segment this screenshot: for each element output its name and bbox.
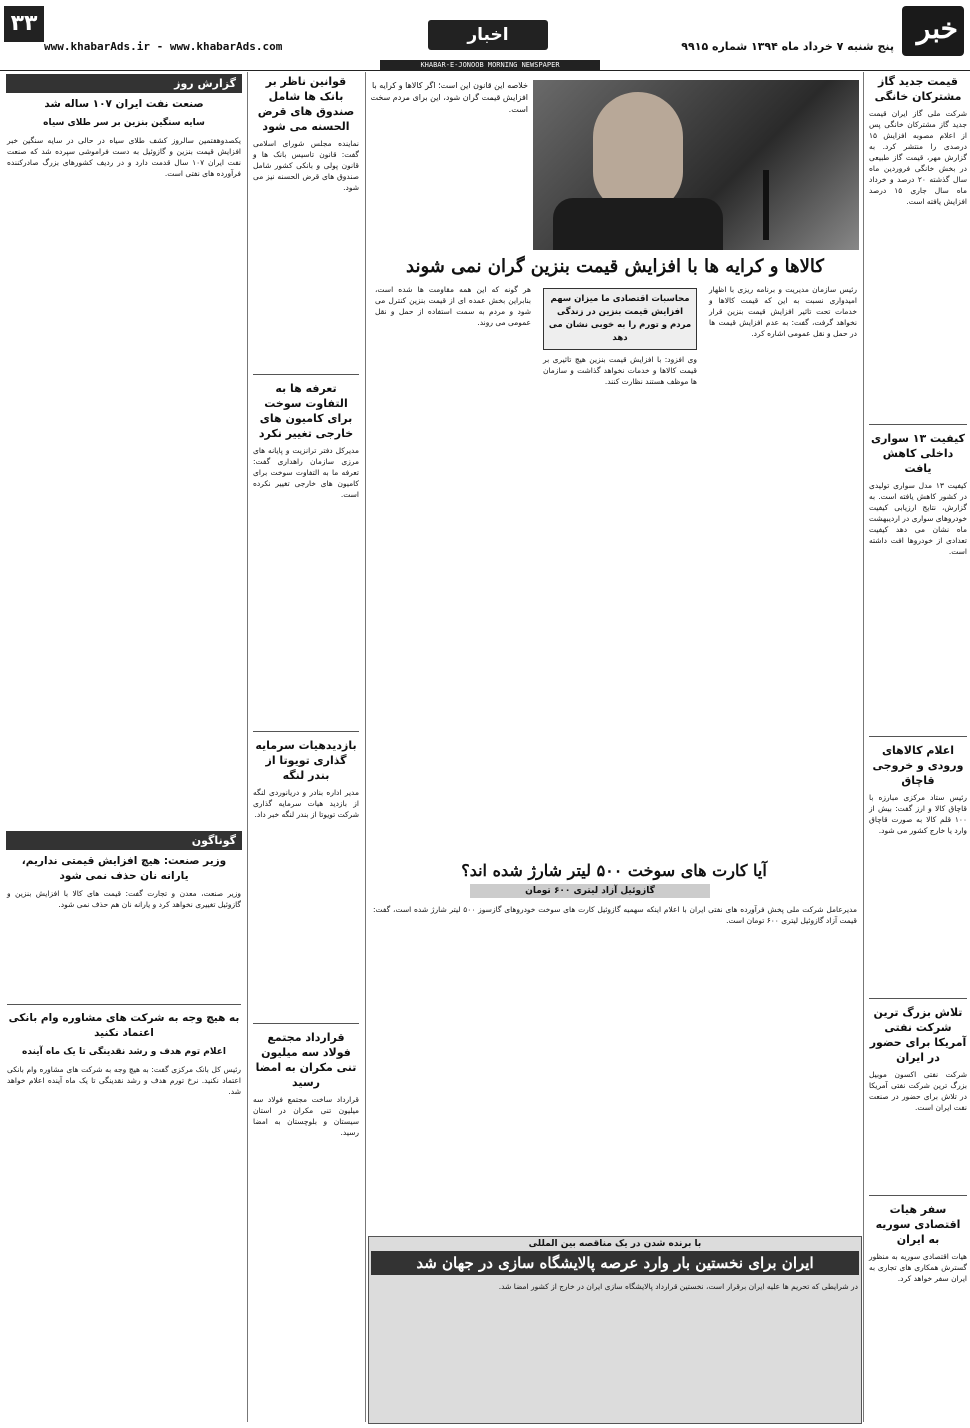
headline: به هیچ وجه به شرکت های مشاوره وام بانکی اعتماد نکنید: [8, 1012, 240, 1039]
headline: قیمت جدید گاز مشترکان خانگی: [874, 75, 962, 103]
article-text: در شرایطی که تحریم ها علیه ایران برقرار است، نخستین قرارداد پالایشگاه سازی ایران در خارج از کشور امضا شد.: [498, 1282, 858, 1291]
section-tab-report: گزارش روز: [6, 74, 242, 93]
right-column: [866, 72, 970, 1428]
fuel-card-subhead: گازوئیل آزاد لیتری ۶۰۰ تومان: [470, 884, 710, 898]
english-subtitle: KHABAR-E-JONOOB MORNING NEWSPAPER: [380, 60, 600, 70]
headline: صنعت نفت ایران ۱۰۷ ساله شد: [44, 98, 204, 110]
left-column: [4, 72, 244, 1428]
divider: [253, 1023, 359, 1024]
headline: سفر هیات اقتصادی سوریه به ایران: [875, 1203, 961, 1246]
column-rule: [247, 72, 248, 1422]
photo-caption: خلاصه این قانون این است؛ اگر کالاها و کرایه با افزایش قیمت گران شود، این برای مردم سخت است.: [370, 81, 528, 114]
newspaper-logo: خبر: [902, 6, 964, 56]
refinery-box: [368, 1236, 862, 1424]
headline: تعرفه ها به التفاوت سوخت برای کامیون های خارجی تغییر نکرد: [258, 382, 354, 440]
headline: قوانین ناظر بر بانک ها شامل صندوق های قرض الحسنه می شود: [257, 75, 355, 133]
middle-column: [250, 72, 362, 1428]
headline: وزیر صنعت: هیچ افزایش قیمتی نداریم، یارانه نان حذف نمی شود: [21, 855, 227, 882]
refinery-headline: ایران برای نخستین بار وارد عرصه پالایشگاه سازی در جهان شد: [371, 1251, 859, 1275]
divider: [869, 736, 967, 737]
main-headline: کالاها و کرایه ها با افزایش قیمت بنزین گران نمی شوند: [406, 256, 824, 277]
column-rule: [365, 72, 366, 1422]
article-text: مدیر اداره بنادر و دریانوردی لنگه از بازدید هیات سرمایه گذاری شرکت تویوتا از بندر لنگه خبر داد.: [253, 788, 359, 819]
headline: بازدیدهیات سرمایه گذاری تویوتا از بندر لنگه: [255, 739, 357, 782]
main-story-col-2: [540, 284, 700, 854]
subheadline: اعلام توم هدف و رشد نقدینگی تا یک ماه آینده: [22, 1047, 226, 1057]
divider: [253, 731, 359, 732]
section-tab-misc: گوناگون: [6, 831, 242, 850]
article-text: شرکت ملی گاز ایران قیمت جدید گاز مشترکان خانگی پس از اعلام مصوبه افزایش ۱۵ درصدی را منتشر کرد. به گزارش مهر، قیمت گاز طبیعی در بخش خانگی فروردین ماه سال گذشته ۲۰ درصد و خرداد ماه سال جاری ۱۵ درصد افزایش یافته است.: [869, 109, 967, 206]
subheadline: سایه سنگین بنزین بر سر طلای سیاه: [43, 118, 205, 128]
article-text: هیات اقتصادی سوریه به منظور گسترش همکاری های تجاری به ایران سفر خواهد کرد.: [869, 1252, 967, 1283]
article-text: وزیر صنعت، معدن و تجارت گفت: قیمت های کالا با افزایش بنزین و گازوئیل تغییری نخواهد کرد و یارانه نان هم حذف نمی شود.: [7, 889, 241, 909]
divider: [7, 1004, 241, 1005]
divider: [869, 424, 967, 425]
masthead: [0, 0, 970, 71]
article-text: قرارداد ساخت مجتمع فولاد سه میلیون تنی مکران در استان سیستان و بلوچستان به امضا رسید.: [253, 1095, 359, 1137]
issue-date: پنج شنبه ۷ خرداد ماه ۱۳۹۴ شماره ۹۹۱۵: [681, 40, 894, 53]
divider: [253, 374, 359, 375]
article-text: مدیرکل دفتر ترانزیت و پایانه های مرزی سازمان راهداری گفت: تعرفه ما به التفاوت سوخت برای کامیون های خارجی تغییر نکرده است.: [253, 446, 359, 499]
divider: [869, 1195, 967, 1196]
page-number: ۳۳: [4, 6, 44, 42]
article-text: رئیس سازمان مدیریت و برنامه ریزی با اظهار امیدواری نسبت به این که قیمت کالاها و خدمات تحت تاثیر افزایش قیمت بنزین قرار نخواهد گرفت، گفت: به عدم افزایش قیمت ها در حمل و نقل عمومی اشاره کرد.: [709, 285, 857, 338]
article-text: رئیس کل بانک مرکزی گفت: به هیچ وجه به شرکت های مشاوره وام بانکی اعتماد نکنید. نرخ تورم هدف و رشد نقدینگی تا یک ماه آینده اعلام خواهد شد.: [7, 1065, 241, 1096]
headline: اعلام کالاهای ورودی و خروجی قاچاق: [872, 744, 964, 787]
article-text: کیفیت ۱۳ مدل سواری تولیدی در کشور کاهش یافته است. به گزارش، نتایج ارزیابی کیفیت خودروهای سواری در اردیبهشت ماه نشان می دهد کیفیت تعدادی از خودروها افت داشته است.: [869, 481, 967, 556]
headline: کیفیت ۱۳ سواری داخلی کاهش یافت: [871, 432, 965, 475]
refinery-kicker: با برنده شدن در یک مناقصه بین المللی: [528, 1239, 702, 1249]
headline: تلاش بزرگ ترین شرکت نفتی آمریکا برای حضور در ایران: [869, 1006, 967, 1064]
article-text: رئیس ستاد مرکزی مبارزه با قاچاق کالا و ارز گفت: بیش از ۱۰۰ قلم کالا به صورت قاچاق وارد یا خارج کشور می شود.: [869, 793, 967, 835]
main-story-col-3: [372, 284, 534, 854]
section-title: اخبار: [428, 20, 548, 50]
fuel-card-story: [370, 904, 860, 1230]
article-text: یکصدوهفتمین سالروز کشف طلای سیاه در حالی در سایه سنگین خبر افزایش قیمت بنزین و گازوئیل به دست فراموشی سپرده شد که صنعت نفت ایران ۱۰۷ سال قدمت دارد و در ردیف کشورهای بزرگ صادرکننده فرآورده های نفتی است.: [7, 136, 241, 178]
website-line[interactable]: www.khabarAds.ir - www.khabarAds.com: [44, 40, 283, 53]
official-photo: [533, 80, 859, 250]
divider: [869, 998, 967, 999]
pull-quote: محاسبات اقتصادی ما میزان سهم افزایش قیمت بنزین در زندگی مردم و تورم را به خوبی نشان می دهد: [543, 288, 697, 350]
fuel-card-headline: آیا کارت های سوخت ۵۰۰ لیتر شارژ شده اند؟: [461, 861, 767, 880]
article-text: نماینده مجلس شورای اسلامی گفت: قانون تاسیس بانک ها و قانون پولی و بانکی کشور شامل صندوق های قرض الحسنه نیز می شود.: [253, 139, 359, 192]
headline: قرارداد مجتمع فولاد سه میلیون تنی مکران به امضا رسید: [255, 1031, 357, 1089]
article-text: وی افزود: با افزایش قیمت بنزین هیچ تاثیری بر قیمت کالاها و خدمات نخواهد گذاشت و سازمان ها موظف هستند نظارت کنند.: [543, 355, 697, 386]
article-text: هر گونه که این همه مقاومت ها شده است، بنابراین بخش عمده ای از قیمت بنزین کنترل می شود و مردم به سمت استفاده از حمل و نقل عمومی می روند.: [375, 285, 531, 327]
column-rule: [863, 72, 864, 1422]
article-text: مدیرعامل شرکت ملی پخش فرآورده های نفتی ایران با اعلام اینکه سهمیه گازوئیل کارت های سوخت خودروهای گازسوز ۵۰۰ لیتر شارژ شده است، گفت: قیمت آزاد گازوئیل لیتری ۶۰۰ تومان است.: [373, 905, 857, 925]
article-text: شرکت نفتی اکسون موبیل بزرگ ترین شرکت نفتی آمریکا در تلاش برای حضور در صنعت نفت ایران است.: [869, 1070, 967, 1112]
main-story-col-1: [706, 284, 860, 854]
